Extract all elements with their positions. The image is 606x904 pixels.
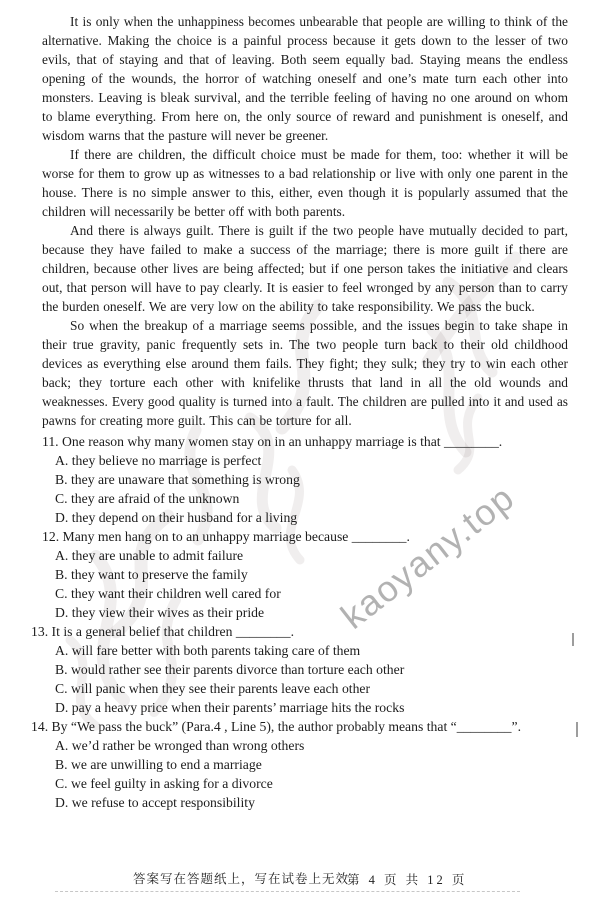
passage-paragraph-3: And there is always guilt. There is guilt if the two people have mutually decided to part, because they have failed to make a success of the marriage; there is more guilt if there are children, because other lives are being affected; but if one person takes the initiative and clears out, that person will have to pay clearly. It is easier to feel wronged by any person than to carry the burden oneself. We are very low on the ability to take responsibility. We pass the buck. [42,223,568,314]
scan-artifact [576,722,578,737]
passage-paragraph-2: If there are children, the difficult choice must be made for them, too: whether it will be worse for them to grow up as witnesses to a bad relationship or live with only one parent in the house. There is no simple answer to this, either, even though it is popularly assumed that the children will necessarily be better off with both parents. [42,147,568,219]
question-11-option-d: D. they depend on their husband for a living [55,510,298,525]
question-12-stem: 12. Many men hang on to an unhappy marriage because ________. [42,529,410,544]
question-14 [31,717,568,812]
question-13-option-d: D. pay a heavy price when their parents’ marriage hits the rocks [55,700,405,715]
question-11-option-b: B. they are unaware that something is wrong [55,472,300,487]
question-13-option-b: B. would rather see their parents divorce than torture each other [55,662,405,677]
passage-paragraph-4: So when the breakup of a marriage seems possible, and the issues begin to take shape in their true gravity, panic frequently sets in. The two people turn back to their old childhood devices as everything else around them fails. They fight; they sulk; they try to win each other back; they torture each other with knifelike thrusts that land in all the old wounds and weaknesses. Every good quality is turned into a fault. The children are pulled into it and used as pawns for creating more guilt. This can be torture for all. [42,318,568,428]
question-14-option-d: D. we refuse to accept responsibility [55,795,255,810]
question-12-option-c: C. they want their children well cared for [55,586,281,601]
question-14-option-b: B. we are unwilling to end a marriage [55,757,262,772]
question-13-option-c: C. will panic when they see their parents leave each other [55,681,371,696]
question-12-option-a: A. they are unable to admit failure [55,548,244,563]
question-11-option-a: A. they believe no marriage is perfect [55,453,262,468]
question-12 [42,527,568,622]
footer-answer-notice: 答案写在答题纸上，写在试卷上无效 [133,872,350,886]
passage-paragraph-1: It is only when the unhappiness becomes unbearable that people are willing to think of the alternative. Making the choice is a painful process because it gets down to the lesser of two evils, that of staying and that of leaving. Both seem equally bad. Staying means the endless opening of the wounds, the horror of watching oneself and one’s mate turn each other into monsters. Leaving is bleak survival, and the terrible feeling of having no one around on whom to blame everything. From here on, the only source of reward and punishment is oneself, and wisdom warns that the pasture will never be greener. [42,14,568,143]
question-14-option-a: A. we’d rather be wronged than wrong others [55,738,305,753]
question-11-option-c: C. they are afraid of the unknown [55,491,240,506]
page-content [31,12,568,812]
scan-dashed-line [55,891,520,892]
question-14-option-c: C. we feel guilty in asking for a divorce [55,776,273,791]
question-13-option-a: A. will fare better with both parents taking care of them [55,643,361,658]
question-13 [31,622,568,717]
question-11 [42,432,568,527]
question-14-stem: 14. By “We pass the buck” (Para.4 , Line 5), the author probably means that “________”. [31,719,521,734]
question-11-stem: 11. One reason why many women stay on in an unhappy marriage is that ________. [42,434,503,449]
questions-section [31,432,568,812]
scan-artifact [572,633,574,646]
question-12-option-b: B. they want to preserve the family [55,567,248,582]
question-13-stem: 13. It is a general belief that children ________. [31,624,295,639]
question-12-option-d: D. they view their wives as their pride [55,605,265,620]
footer-page-number: 第 4 页 共 12 页 [347,873,468,887]
site-watermark: kaoyany.top [333,476,523,637]
